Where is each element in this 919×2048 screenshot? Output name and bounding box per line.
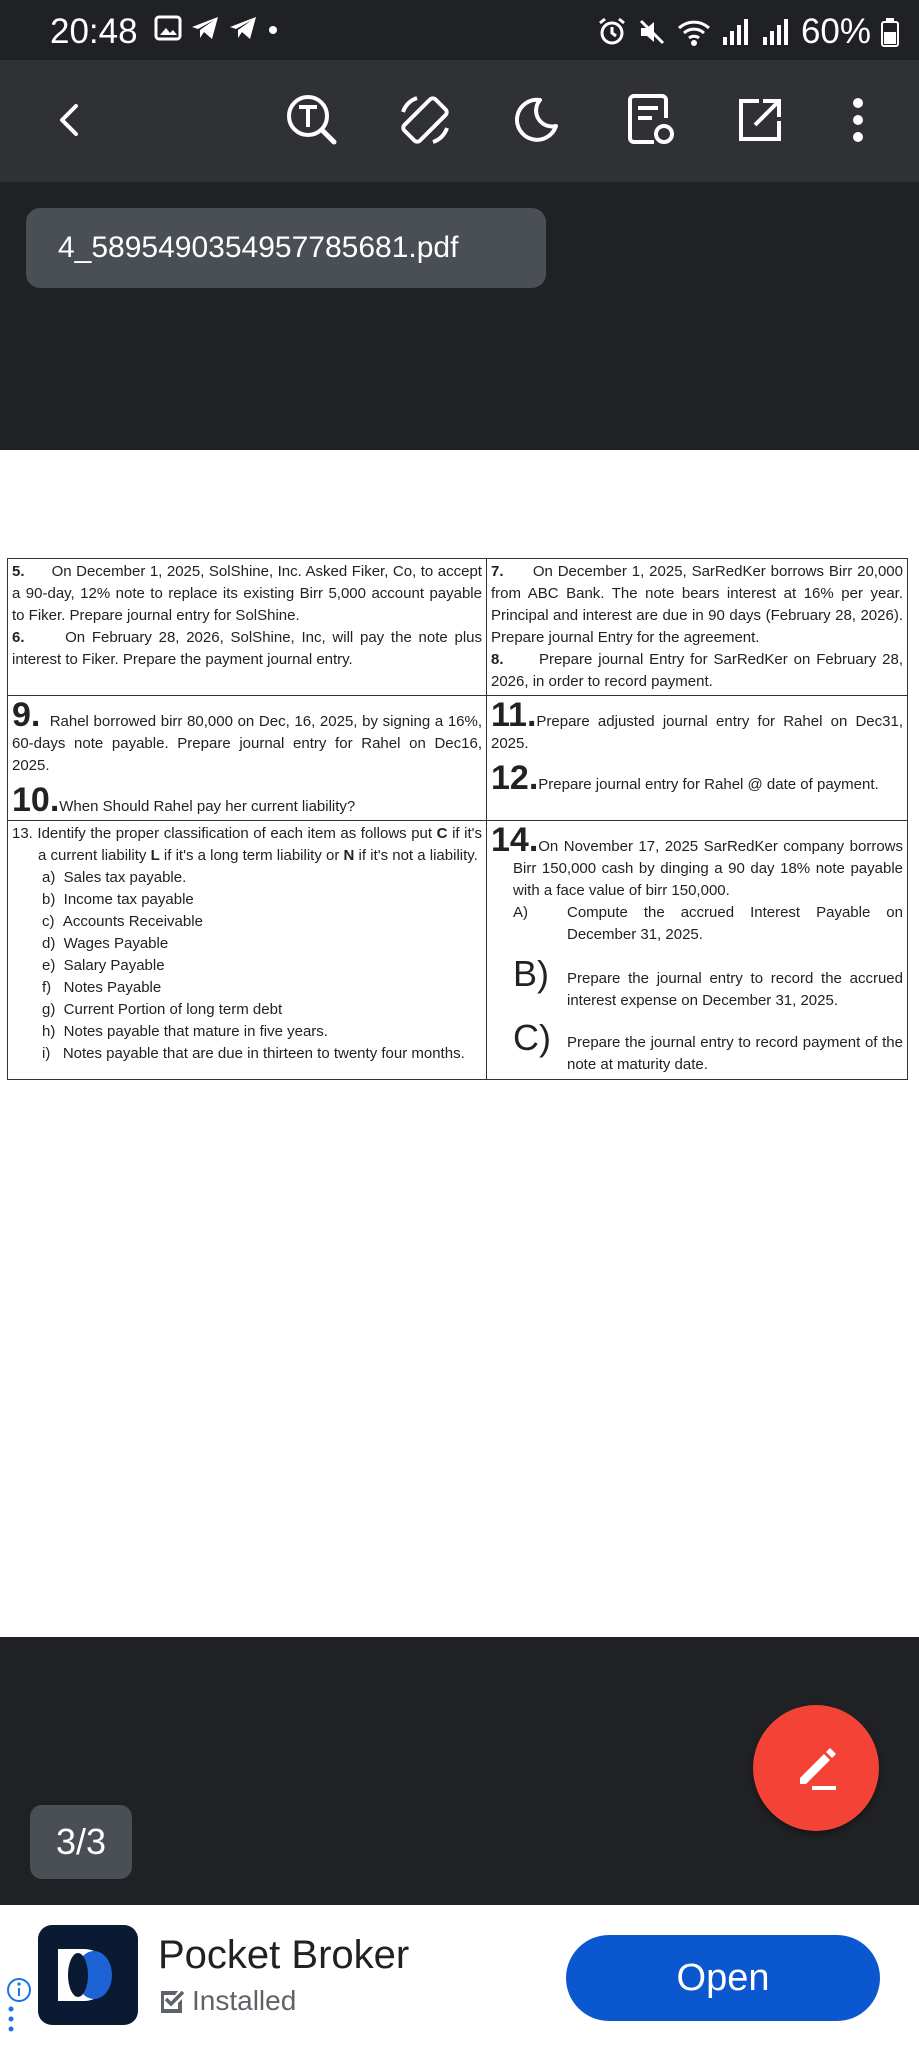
status-bar (0, 0, 919, 60)
viewer-toolbar (0, 60, 919, 182)
battery-percent: 60% (800, 12, 871, 51)
question-14-b (491, 954, 903, 1012)
more-options-button[interactable] (826, 88, 890, 152)
q5-number: 5. (12, 563, 25, 580)
moon-icon (510, 94, 562, 146)
more-notifications-dot-icon (266, 14, 280, 42)
q14-a-text: Compute the accrued Interest Payable on December 31, 2025. (567, 904, 903, 943)
q13-l: L (150, 847, 160, 864)
list-item: d) Wages Payable (42, 935, 169, 952)
list-item: i) Notes payable that are due in thirteen to twenty four months. (42, 1045, 465, 1062)
list-item: h) Notes payable that mature in five years. (42, 1023, 328, 1040)
list-item: a) Sales tax payable. (42, 869, 187, 886)
alarm-icon (597, 17, 627, 47)
back-button[interactable] (38, 88, 102, 152)
list-item: e) Salary Payable (42, 957, 165, 974)
text-search-button[interactable] (280, 88, 344, 152)
question-7 (491, 561, 903, 649)
gallery-icon (154, 14, 182, 42)
q5-text: On December 1, 2025, SolShine, Inc. Asked Fiker, Co, to accept a 90-day, 12% note to replace its existing Birr 5,000 account payable to Fiker. Prepare journal entry for SolShine. (12, 563, 482, 624)
q13-n: N (343, 847, 355, 864)
telegram-icon-2 (228, 14, 258, 42)
ad-banner[interactable] (0, 1905, 919, 2048)
question-5 (12, 561, 482, 627)
file-header-area (0, 182, 919, 450)
question-10 (12, 783, 482, 818)
q11-number: 11. (491, 696, 537, 734)
pocket-broker-logo-icon (50, 1945, 126, 2005)
battery-icon (881, 17, 899, 47)
q7-number: 7. (491, 563, 504, 580)
open-external-icon (735, 95, 785, 145)
q14-c-label: C) (513, 1017, 551, 1058)
pencil-icon (786, 1738, 846, 1798)
ad-status (158, 1985, 296, 2017)
list-item: f) Notes Payable (42, 979, 162, 996)
text-search-icon (284, 92, 340, 148)
file-name-chip: 4_5895490354957785681.pdf (26, 208, 546, 288)
q13-pre: 13. Identify the proper classification of each item as follows put (12, 825, 433, 842)
ad-status-text: Installed (192, 1985, 297, 2016)
q9-text: Rahel borrowed birr 80,000 on Dec, 16, 2025, by signing a 16%, 60-days note payable. Prepare journal entry for Rahel on Dec16, 2025. (12, 713, 483, 774)
q13-post: if it's not a liability. (358, 847, 478, 864)
question-6 (12, 627, 482, 671)
table-row (8, 696, 908, 821)
question-12 (491, 761, 903, 796)
wifi-icon (677, 17, 711, 47)
q7-text: On December 1, 2025, SarRedKer borrows Birr 20,000 from ABC Bank. The note bears interest at 16% per year. Principal and interest are due in 90 days (February 28, 2026). Prepare journal Entry for the agreement. (491, 563, 903, 646)
open-external-button[interactable] (728, 88, 792, 152)
q14-text: On November 17, 2025 SarRedKer company borrows Birr 150,000 cash by dinging a 90 day 18% note payable with a face value of birr 150,000. (513, 838, 903, 899)
rotate-button[interactable] (393, 88, 457, 152)
q9-number: 9. (12, 696, 41, 734)
ad-info-icon[interactable] (6, 1977, 32, 2037)
dark-mode-button[interactable] (504, 88, 568, 152)
question-14-a (491, 902, 903, 946)
q14-b-label: B) (513, 953, 549, 994)
telegram-icon (190, 14, 220, 42)
q13-mid2: if it's a long term liability or (163, 847, 340, 864)
q14-b-text: Prepare the journal entry to record the accrued interest expense on December 31, 2025. (567, 970, 903, 1009)
q13-c: C (436, 825, 448, 842)
q14-c-text: Prepare the journal entry to record payment of the note at maturity date. (567, 1034, 903, 1073)
q14-number: 14. (491, 821, 539, 859)
reading-settings-button[interactable] (618, 88, 682, 152)
cell-q9-q10 (8, 696, 487, 821)
cell-q11-q12 (487, 696, 908, 821)
cell-q14 (487, 821, 908, 1080)
installed-check-icon (158, 1987, 186, 2015)
q13-mid1: if it's a current liability (38, 825, 483, 864)
ad-open-button[interactable]: Open (566, 1935, 880, 2021)
table-row (8, 559, 908, 696)
table-row (8, 821, 908, 1080)
q14-a-label: A) (513, 904, 528, 921)
pdf-page[interactable] (0, 450, 919, 1637)
question-9 (12, 698, 482, 777)
q10-text: When Should Rahel pay her current liability? (59, 798, 356, 815)
questions-table (7, 558, 908, 1080)
q12-text: Prepare journal entry for Rahel @ date of payment. (538, 776, 879, 793)
document-settings-icon (624, 92, 676, 148)
list-item: b) Income tax payable (42, 891, 194, 908)
rotate-screen-icon (397, 92, 453, 148)
mute-icon (637, 17, 667, 47)
q11-text: Prepare adjusted journal entry for Rahel on Dec31, 2025. (491, 713, 903, 752)
more-vert-icon (848, 95, 868, 145)
back-arrow-icon (50, 100, 90, 140)
notification-icons (154, 14, 280, 42)
signal-icon-2 (761, 17, 791, 47)
question-13-stem (12, 823, 482, 867)
q10-number: 10. (12, 781, 60, 819)
q12-number: 12. (491, 759, 539, 797)
system-status (597, 12, 899, 52)
status-time: 20:48 (50, 12, 138, 51)
signal-icon (721, 17, 751, 47)
cell-q7-q8 (487, 559, 908, 696)
bottom-area (0, 1637, 919, 1905)
list-item: g) Current Portion of long term debt (42, 1001, 283, 1018)
q6-number: 6. (12, 629, 25, 646)
ad-title: Pocket Broker (158, 1933, 410, 1977)
question-8 (491, 649, 903, 693)
q8-number: 8. (491, 651, 504, 668)
question-11 (491, 698, 903, 755)
app-logo[interactable] (38, 1925, 138, 2025)
q8-text: Prepare journal Entry for SarRedKer on February 28, 2026, in order to record payment. (491, 651, 903, 690)
question-14 (491, 823, 903, 902)
question-14-c (491, 1018, 903, 1076)
q6-text: On February 28, 2026, SolShine, Inc, will pay the note plus interest to Fiker. Prepare the payment journal entry. (12, 629, 483, 668)
cell-q5-q6 (8, 559, 487, 696)
page-indicator: 3/3 (30, 1805, 132, 1879)
edit-fab-button[interactable] (753, 1705, 879, 1831)
cell-q13 (8, 821, 487, 1080)
list-item: c) Accounts Receivable (42, 913, 203, 930)
